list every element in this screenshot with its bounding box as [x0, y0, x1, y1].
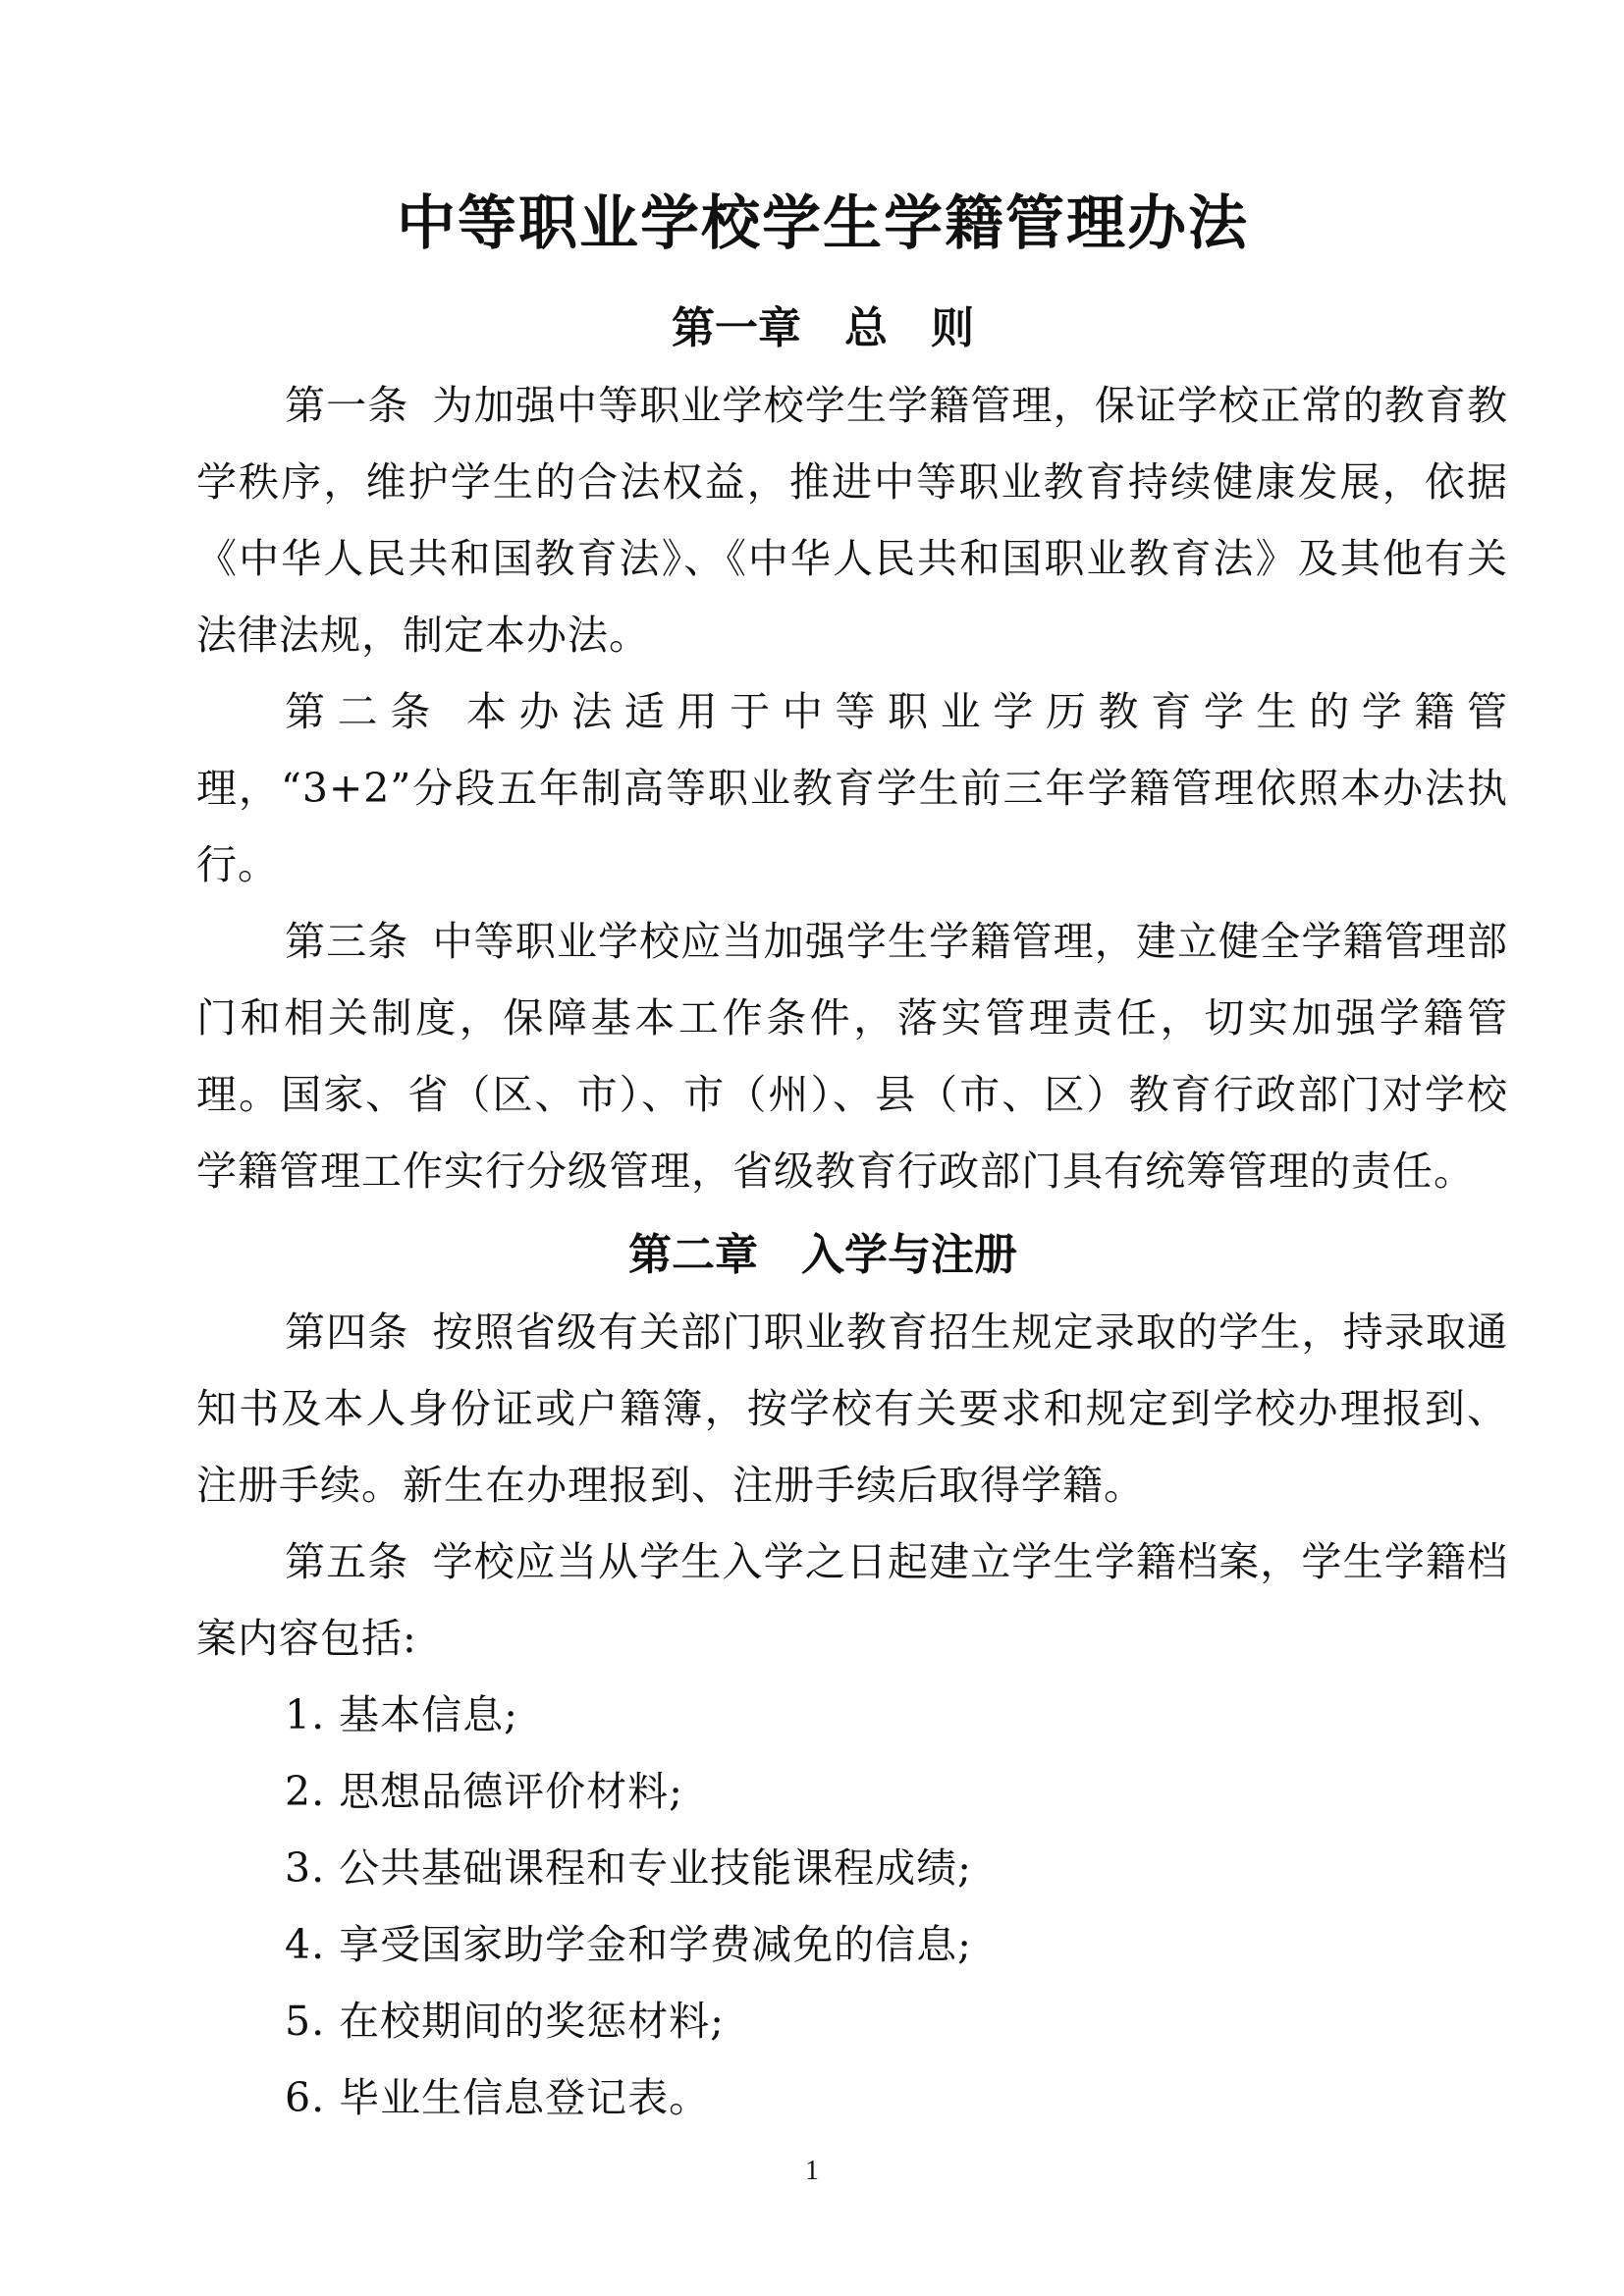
article-number: 第一条: [285, 382, 409, 429]
article-text: 中等职业学校应当加强学生学籍管理，建立健全学籍管理部门和相关制度，保障基本工作条件，落实管理责任，切实加强学籍管理。国家、省（区、市）、市（州）、县（市、区）教育行政部门对学校学籍管理工作实行分级管理，省级教育行政部门具有统筹管理的责任。: [196, 918, 1509, 1195]
list-item: 4. 享受国家助学金和学费减免的信息;: [285, 1921, 972, 1968]
article-number: 第五条: [285, 1538, 409, 1585]
list-item: 2. 思想品德评价材料;: [285, 1768, 683, 1815]
list-item: 1. 基本信息;: [285, 1691, 518, 1738]
chapter-heading: 第二章 入学与注册: [628, 1230, 1017, 1280]
article-paragraph: [196, 903, 1508, 1209]
list-item: 6. 毕业生信息登记表。: [285, 2074, 711, 2121]
article-paragraph: [196, 673, 1508, 903]
article-text: 为加强中等职业学校学生学籍管理，保证学校正常的教育教学秩序，维护学生的合法权益，推进中等职业教育持续健康发展，依据《中华人民共和国教育法》、《中华人民共和国职业教育法》及其他有关法律法规，制定本办法。: [196, 382, 1509, 659]
article-text: 本办法适用于中等职业学历教育学生的学籍管理，“3+2”分段五年制高等职业教育学生前三年学籍管理依照本办法执行。: [196, 688, 1509, 888]
article-paragraph: [196, 1523, 1508, 1677]
list-item: 3. 公共基础课程和专业技能课程成绩;: [285, 1844, 972, 1892]
article-paragraph: [196, 1294, 1508, 1523]
document-title: 中等职业学校学生学籍管理办法: [397, 189, 1249, 258]
list-item: 5. 在校期间的奖惩材料;: [285, 1998, 725, 2045]
article-text: 按照省级有关部门职业教育招生规定录取的学生，持录取通知书及本人身份证或户籍簿，按学校有关要求和规定到学校办理报到、注册手续。新生在办理报到、注册手续后取得学籍。: [196, 1308, 1509, 1509]
article-number: 第三条: [285, 918, 409, 965]
page-number: 1: [805, 2156, 819, 2186]
article-paragraph: [196, 367, 1508, 673]
article-number: 第二条: [285, 688, 443, 735]
chapter-heading: 第一章 总 则: [672, 303, 974, 353]
article-number: 第四条: [285, 1308, 409, 1356]
article-text: 学校应当从学生入学之日起建立学生学籍档案，学生学籍档案内容包括:: [196, 1538, 1509, 1662]
